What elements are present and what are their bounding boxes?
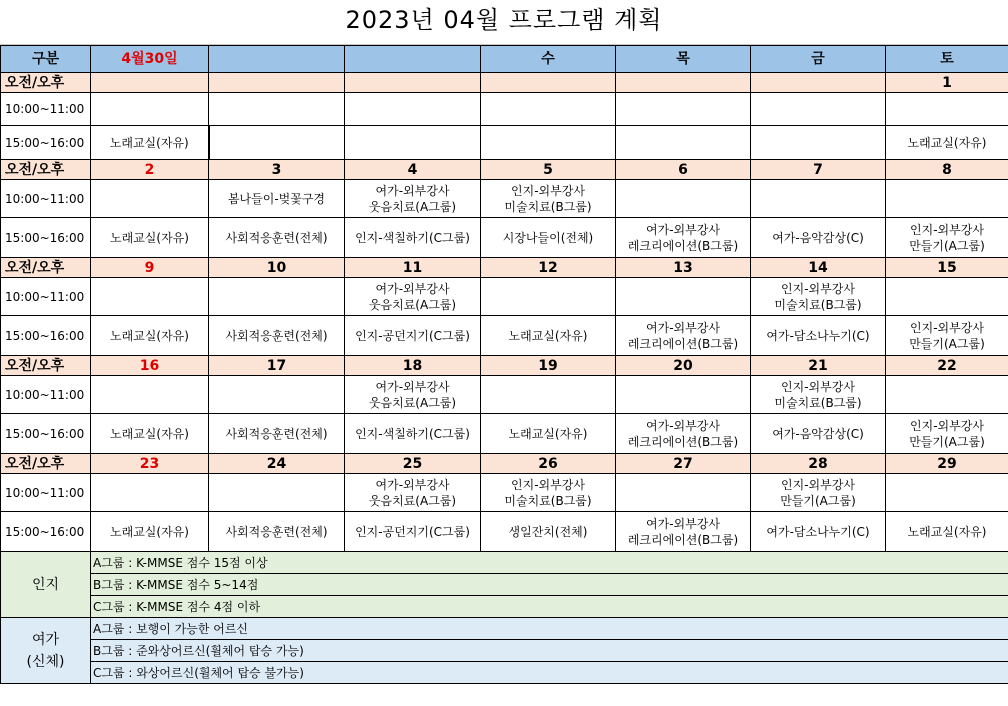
day-number: 21 bbox=[751, 356, 886, 376]
am-row bbox=[1, 474, 1008, 512]
day-number: 29 bbox=[886, 454, 1008, 474]
program-cell: 인지-외부강사 미술치료(B그룹) bbox=[751, 278, 886, 316]
program-cell bbox=[751, 126, 886, 160]
program-cell bbox=[209, 474, 345, 512]
day-number: 22 bbox=[886, 356, 1008, 376]
program-cell bbox=[751, 180, 886, 218]
day-number: 9 bbox=[91, 258, 209, 278]
program-cell: 사회적응훈련(전체) bbox=[209, 414, 345, 454]
program-cell: 인지-공던지기(C그룹) bbox=[345, 512, 481, 552]
day-number: 23 bbox=[91, 454, 209, 474]
program-cell bbox=[209, 376, 345, 414]
program-cell bbox=[209, 93, 345, 126]
header-row bbox=[1, 46, 1008, 73]
program-cell: 노래교실(자유) bbox=[91, 218, 209, 258]
header-cell: 4월30일 bbox=[91, 46, 209, 73]
am-time-label: 10:00~11:00 bbox=[1, 474, 91, 512]
program-cell bbox=[345, 93, 481, 126]
program-cell: 시장나들이(전체) bbox=[481, 218, 616, 258]
header-cell bbox=[345, 46, 481, 73]
program-cell: 인지-색칠하기(C그룹) bbox=[345, 414, 481, 454]
day-number: 18 bbox=[345, 356, 481, 376]
day-number-row bbox=[1, 160, 1008, 180]
day-number: 27 bbox=[616, 454, 751, 474]
day-number: 14 bbox=[751, 258, 886, 278]
header-cell: 수 bbox=[481, 46, 616, 73]
program-cell: 여가-담소나누기(C) bbox=[751, 512, 886, 552]
day-number: 6 bbox=[616, 160, 751, 180]
program-cell bbox=[886, 474, 1008, 512]
ampm-label: 오전/오후 bbox=[1, 160, 91, 180]
day-number: 16 bbox=[91, 356, 209, 376]
legend-category: 인지 bbox=[1, 552, 91, 618]
program-cell: 여가-외부강사 레크리에이션(B그룹) bbox=[616, 414, 751, 454]
legend-row bbox=[1, 640, 1008, 662]
pm-time-label: 15:00~16:00 bbox=[1, 316, 91, 356]
day-number: 12 bbox=[481, 258, 616, 278]
program-cell: 생일잔치(전체) bbox=[481, 512, 616, 552]
ampm-label: 오전/오후 bbox=[1, 258, 91, 278]
program-cell: 인지-외부강사 만들기(A그룹) bbox=[751, 474, 886, 512]
legend-row bbox=[1, 662, 1008, 684]
day-number bbox=[209, 73, 345, 93]
day-number: 26 bbox=[481, 454, 616, 474]
ampm-label: 오전/오후 bbox=[1, 454, 91, 474]
program-cell: 노래교실(자유) bbox=[481, 414, 616, 454]
program-cell: 여가-외부강사 레크리에이션(B그룹) bbox=[616, 512, 751, 552]
program-cell bbox=[616, 474, 751, 512]
program-cell bbox=[886, 93, 1008, 126]
program-cell bbox=[886, 180, 1008, 218]
day-number: 10 bbox=[209, 258, 345, 278]
am-time-label: 10:00~11:00 bbox=[1, 93, 91, 126]
day-number bbox=[91, 73, 209, 93]
program-cell bbox=[616, 376, 751, 414]
program-cell: 인지-공던지기(C그룹) bbox=[345, 316, 481, 356]
program-cell bbox=[886, 376, 1008, 414]
day-number-row bbox=[1, 356, 1008, 376]
legend-row bbox=[1, 574, 1008, 596]
program-cell: 노래교실(자유) bbox=[91, 414, 209, 454]
program-cell bbox=[91, 93, 209, 126]
pm-time-label: 15:00~16:00 bbox=[1, 414, 91, 454]
program-cell: 봄나들이-벚꽃구경 bbox=[209, 180, 345, 218]
day-number: 24 bbox=[209, 454, 345, 474]
program-cell: 노래교실(자유) bbox=[481, 316, 616, 356]
day-number: 7 bbox=[751, 160, 886, 180]
program-cell bbox=[209, 278, 345, 316]
day-number-row bbox=[1, 73, 1008, 93]
am-row bbox=[1, 376, 1008, 414]
program-cell: 노래교실(자유) bbox=[886, 512, 1008, 552]
program-cell: 노래교실(자유) bbox=[91, 126, 209, 160]
legend-item: A그룹 : K-MMSE 점수 15점 이상 bbox=[91, 552, 1008, 574]
day-number bbox=[481, 73, 616, 93]
program-cell: 노래교실(자유) bbox=[91, 316, 209, 356]
schedule-table bbox=[0, 45, 1008, 684]
program-cell: 사회적응훈련(전체) bbox=[209, 512, 345, 552]
legend-item: B그룹 : K-MMSE 점수 5~14점 bbox=[91, 574, 1008, 596]
pm-row bbox=[1, 218, 1008, 258]
page-title: 2023년 04월 프로그램 계획 bbox=[0, 0, 1008, 45]
program-cell bbox=[481, 278, 616, 316]
legend-category: 여가 (신체) bbox=[1, 618, 91, 684]
program-cell: 여가-외부강사 웃음치료(A그룹) bbox=[345, 474, 481, 512]
program-cell: 여가-음악감상(C) bbox=[751, 218, 886, 258]
program-cell: 여가-음악감상(C) bbox=[751, 414, 886, 454]
program-cell bbox=[345, 126, 481, 160]
program-cell bbox=[481, 126, 616, 160]
program-cell: 인지-외부강사 미술치료(B그룹) bbox=[751, 376, 886, 414]
day-number bbox=[751, 73, 886, 93]
legend-item: C그룹 : K-MMSE 점수 4점 이하 bbox=[91, 596, 1008, 618]
header-cell: 금 bbox=[751, 46, 886, 73]
header-cell bbox=[209, 46, 345, 73]
legend-item: B그룹 : 준와상어르신(휠체어 탑승 가능) bbox=[91, 640, 1008, 662]
header-cell: 목 bbox=[616, 46, 751, 73]
program-cell bbox=[616, 126, 751, 160]
day-number: 28 bbox=[751, 454, 886, 474]
pm-time-label: 15:00~16:00 bbox=[1, 126, 91, 160]
am-time-label: 10:00~11:00 bbox=[1, 278, 91, 316]
program-cell: 여가-외부강사 레크리에이션(B그룹) bbox=[616, 218, 751, 258]
program-cell: 인지-외부강사 미술치료(B그룹) bbox=[481, 474, 616, 512]
day-number: 8 bbox=[886, 160, 1008, 180]
day-number: 2 bbox=[91, 160, 209, 180]
program-cell: 사회적응훈련(전체) bbox=[209, 218, 345, 258]
program-cell: 인지-외부강사 만들기(A그룹) bbox=[886, 414, 1008, 454]
program-cell bbox=[481, 376, 616, 414]
day-number: 20 bbox=[616, 356, 751, 376]
program-cell: 노래교실(자유) bbox=[886, 126, 1008, 160]
program-cell: 여가-외부강사 웃음치료(A그룹) bbox=[345, 180, 481, 218]
day-number bbox=[345, 73, 481, 93]
pm-time-label: 15:00~16:00 bbox=[1, 512, 91, 552]
day-number: 19 bbox=[481, 356, 616, 376]
pm-time-label: 15:00~16:00 bbox=[1, 218, 91, 258]
day-number: 1 bbox=[886, 73, 1008, 93]
header-cell: 토 bbox=[886, 46, 1008, 73]
program-cell bbox=[751, 93, 886, 126]
program-cell bbox=[91, 180, 209, 218]
am-time-label: 10:00~11:00 bbox=[1, 180, 91, 218]
am-row bbox=[1, 180, 1008, 218]
legend-row bbox=[1, 596, 1008, 618]
program-cell bbox=[886, 278, 1008, 316]
legend-item: A그룹 : 보행이 가능한 어르신 bbox=[91, 618, 1008, 640]
pm-row bbox=[1, 512, 1008, 552]
ampm-label: 오전/오후 bbox=[1, 73, 91, 93]
legend-item: C그룹 : 와상어르신(휠체어 탑승 불가능) bbox=[91, 662, 1008, 684]
program-cell: 인지-외부강사 만들기(A그룹) bbox=[886, 316, 1008, 356]
program-cell: 인지-외부강사 미술치료(B그룹) bbox=[481, 180, 616, 218]
program-cell: 노래교실(자유) bbox=[91, 512, 209, 552]
program-cell bbox=[209, 126, 345, 160]
day-number: 4 bbox=[345, 160, 481, 180]
day-number: 3 bbox=[209, 160, 345, 180]
pm-row bbox=[1, 316, 1008, 356]
day-number: 13 bbox=[616, 258, 751, 278]
day-number: 5 bbox=[481, 160, 616, 180]
day-number-row bbox=[1, 258, 1008, 278]
day-number: 17 bbox=[209, 356, 345, 376]
header-cell: 구분 bbox=[1, 46, 91, 73]
am-time-label: 10:00~11:00 bbox=[1, 376, 91, 414]
program-cell: 인지-색칠하기(C그룹) bbox=[345, 218, 481, 258]
program-cell bbox=[616, 278, 751, 316]
pm-row bbox=[1, 126, 1008, 160]
day-number: 25 bbox=[345, 454, 481, 474]
program-cell: 여가-담소나누기(C) bbox=[751, 316, 886, 356]
ampm-label: 오전/오후 bbox=[1, 356, 91, 376]
legend-row bbox=[1, 618, 1008, 640]
program-cell: 여가-외부강사 웃음치료(A그룹) bbox=[345, 278, 481, 316]
program-cell: 인지-외부강사 만들기(A그룹) bbox=[886, 218, 1008, 258]
program-cell bbox=[91, 376, 209, 414]
am-row bbox=[1, 93, 1008, 126]
program-cell: 여가-외부강사 레크리에이션(B그룹) bbox=[616, 316, 751, 356]
program-cell bbox=[481, 93, 616, 126]
program-cell bbox=[91, 278, 209, 316]
day-number: 15 bbox=[886, 258, 1008, 278]
am-row bbox=[1, 278, 1008, 316]
program-cell bbox=[616, 180, 751, 218]
program-cell: 여가-외부강사 웃음치료(A그룹) bbox=[345, 376, 481, 414]
day-number: 11 bbox=[345, 258, 481, 278]
legend-row bbox=[1, 552, 1008, 574]
program-cell bbox=[616, 93, 751, 126]
pm-row bbox=[1, 414, 1008, 454]
program-cell bbox=[91, 474, 209, 512]
day-number bbox=[616, 73, 751, 93]
day-number-row bbox=[1, 454, 1008, 474]
program-cell: 사회적응훈련(전체) bbox=[209, 316, 345, 356]
